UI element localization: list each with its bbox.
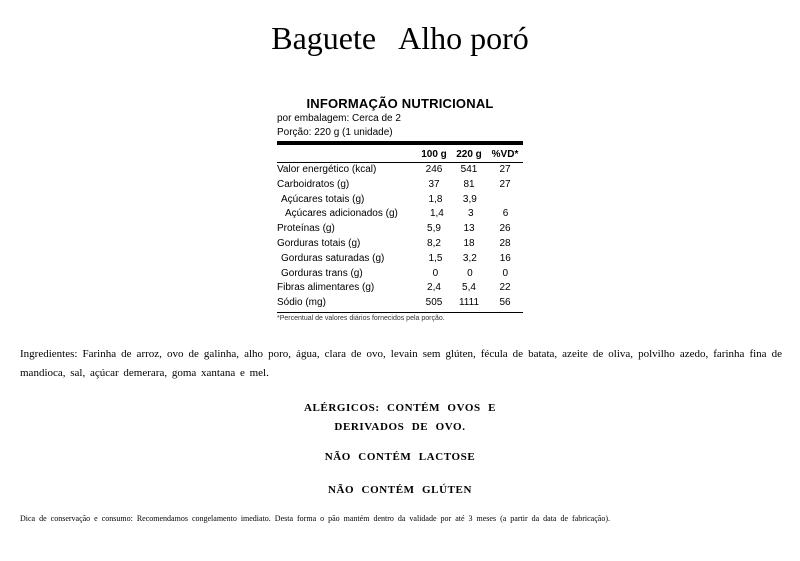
row-value-100g: 1,8	[428, 193, 443, 205]
column-header-220g: 220 g	[456, 149, 482, 160]
row-label: Carboidratos (g)	[277, 178, 350, 190]
row-value-vd: 0	[502, 267, 509, 279]
table-row	[277, 296, 523, 311]
gluten-notice: NÃO CONTÉM GLÚTEN	[327, 484, 473, 496]
table-row	[277, 178, 523, 193]
row-label: Proteínas (g)	[277, 223, 335, 235]
row-value-220g: 3,2	[462, 252, 477, 264]
product-title	[0, 20, 800, 57]
table-row	[277, 207, 523, 222]
table-row	[277, 163, 523, 178]
row-label: Açúcares totais (g)	[281, 193, 365, 205]
table-row	[277, 252, 523, 267]
lactose-notice: NÃO CONTÉM LACTOSE	[324, 451, 476, 463]
row-value-vd: 26	[499, 223, 511, 235]
row-value-220g: 541	[460, 164, 478, 175]
row-value-vd: 27	[499, 164, 511, 175]
row-value-220g: 1111	[458, 297, 480, 309]
ingredients-text: Ingredientes: Farinha de arroz, ovo de galinha, alho poro, água, clara de ovo, levain sem glúten, fécula de batata, azeite de oliva, polvilho azedo, farinha fina de mandioca, sal, açúcar demerara, goma xantana e mel.	[20, 348, 782, 379]
nutrition-heading: INFORMAÇÃO NUTRICIONAL	[306, 96, 494, 111]
allergen-line-2: DERIVADOS DE OVO.	[334, 421, 466, 433]
row-value-220g: 0	[467, 267, 473, 279]
table-row	[277, 222, 523, 237]
column-headers	[277, 148, 523, 162]
column-header-100g: 100 g	[421, 149, 447, 160]
row-label: Valor energético (kcal)	[277, 164, 377, 175]
allergen-warning	[0, 399, 800, 437]
storage-tip: Dica de conservação e consumo: Recomendamos congelamento imediato. Desta forma o pão mantém dentro da validade por até 3 meses (a partir da data de fabricação).	[20, 514, 610, 523]
table-row	[277, 281, 523, 296]
row-label: Gorduras totais (g)	[277, 237, 361, 249]
row-value-220g: 13	[463, 223, 475, 235]
column-header-vd: %VD*	[491, 149, 519, 160]
row-label: Gorduras trans (g)	[281, 267, 363, 279]
row-value-vd: 27	[499, 178, 511, 190]
row-value-100g: 5,9	[427, 223, 441, 235]
thick-divider	[277, 141, 523, 145]
row-value-100g: 1,5	[428, 252, 443, 264]
row-value-100g: 1,4	[429, 208, 444, 220]
nutrition-facts-table	[277, 96, 523, 322]
row-value-220g: 3	[467, 208, 474, 220]
row-value-100g: 246	[425, 164, 443, 175]
allergen-line-1: ALÉRGICOS: CONTÉM OVOS E	[303, 402, 497, 414]
product-name-part1: Baguete	[271, 20, 377, 56]
row-value-vd: 6	[502, 208, 509, 220]
servings-per-pack: por embalagem: Cerca de 2	[277, 113, 401, 124]
row-value-100g: 2,4	[427, 282, 441, 294]
row-value-vd: 16	[499, 252, 511, 264]
row-label: Gorduras saturadas (g)	[281, 252, 385, 264]
bottom-divider	[277, 312, 523, 313]
row-value-100g: 8,2	[427, 237, 441, 249]
row-value-vd	[488, 193, 523, 208]
serving-size: Porção: 220 g (1 unidade)	[277, 127, 393, 138]
product-name-part2: Alho poró	[398, 20, 529, 56]
row-value-100g: 0	[432, 267, 439, 279]
row-label: Sódio (mg)	[277, 297, 326, 309]
row-value-vd: 28	[499, 237, 511, 249]
row-value-220g: 5,4	[462, 282, 476, 294]
row-value-220g: 18	[463, 237, 475, 249]
row-value-100g: 505	[425, 297, 443, 309]
row-value-vd: 22	[499, 282, 511, 294]
row-label: Fibras alimentares (g)	[277, 282, 375, 294]
table-row	[277, 267, 523, 282]
row-value-100g: 37	[428, 178, 440, 190]
row-value-220g: 3,9	[462, 193, 477, 205]
table-row	[277, 193, 523, 208]
row-value-vd: 56	[499, 297, 511, 309]
row-label: Açúcares adicionados (g)	[285, 208, 398, 220]
row-value-220g: 81	[463, 178, 475, 190]
nutrition-footnote: *Percentual de valores diários fornecidos pela porção.	[277, 314, 445, 322]
table-row	[277, 237, 523, 252]
